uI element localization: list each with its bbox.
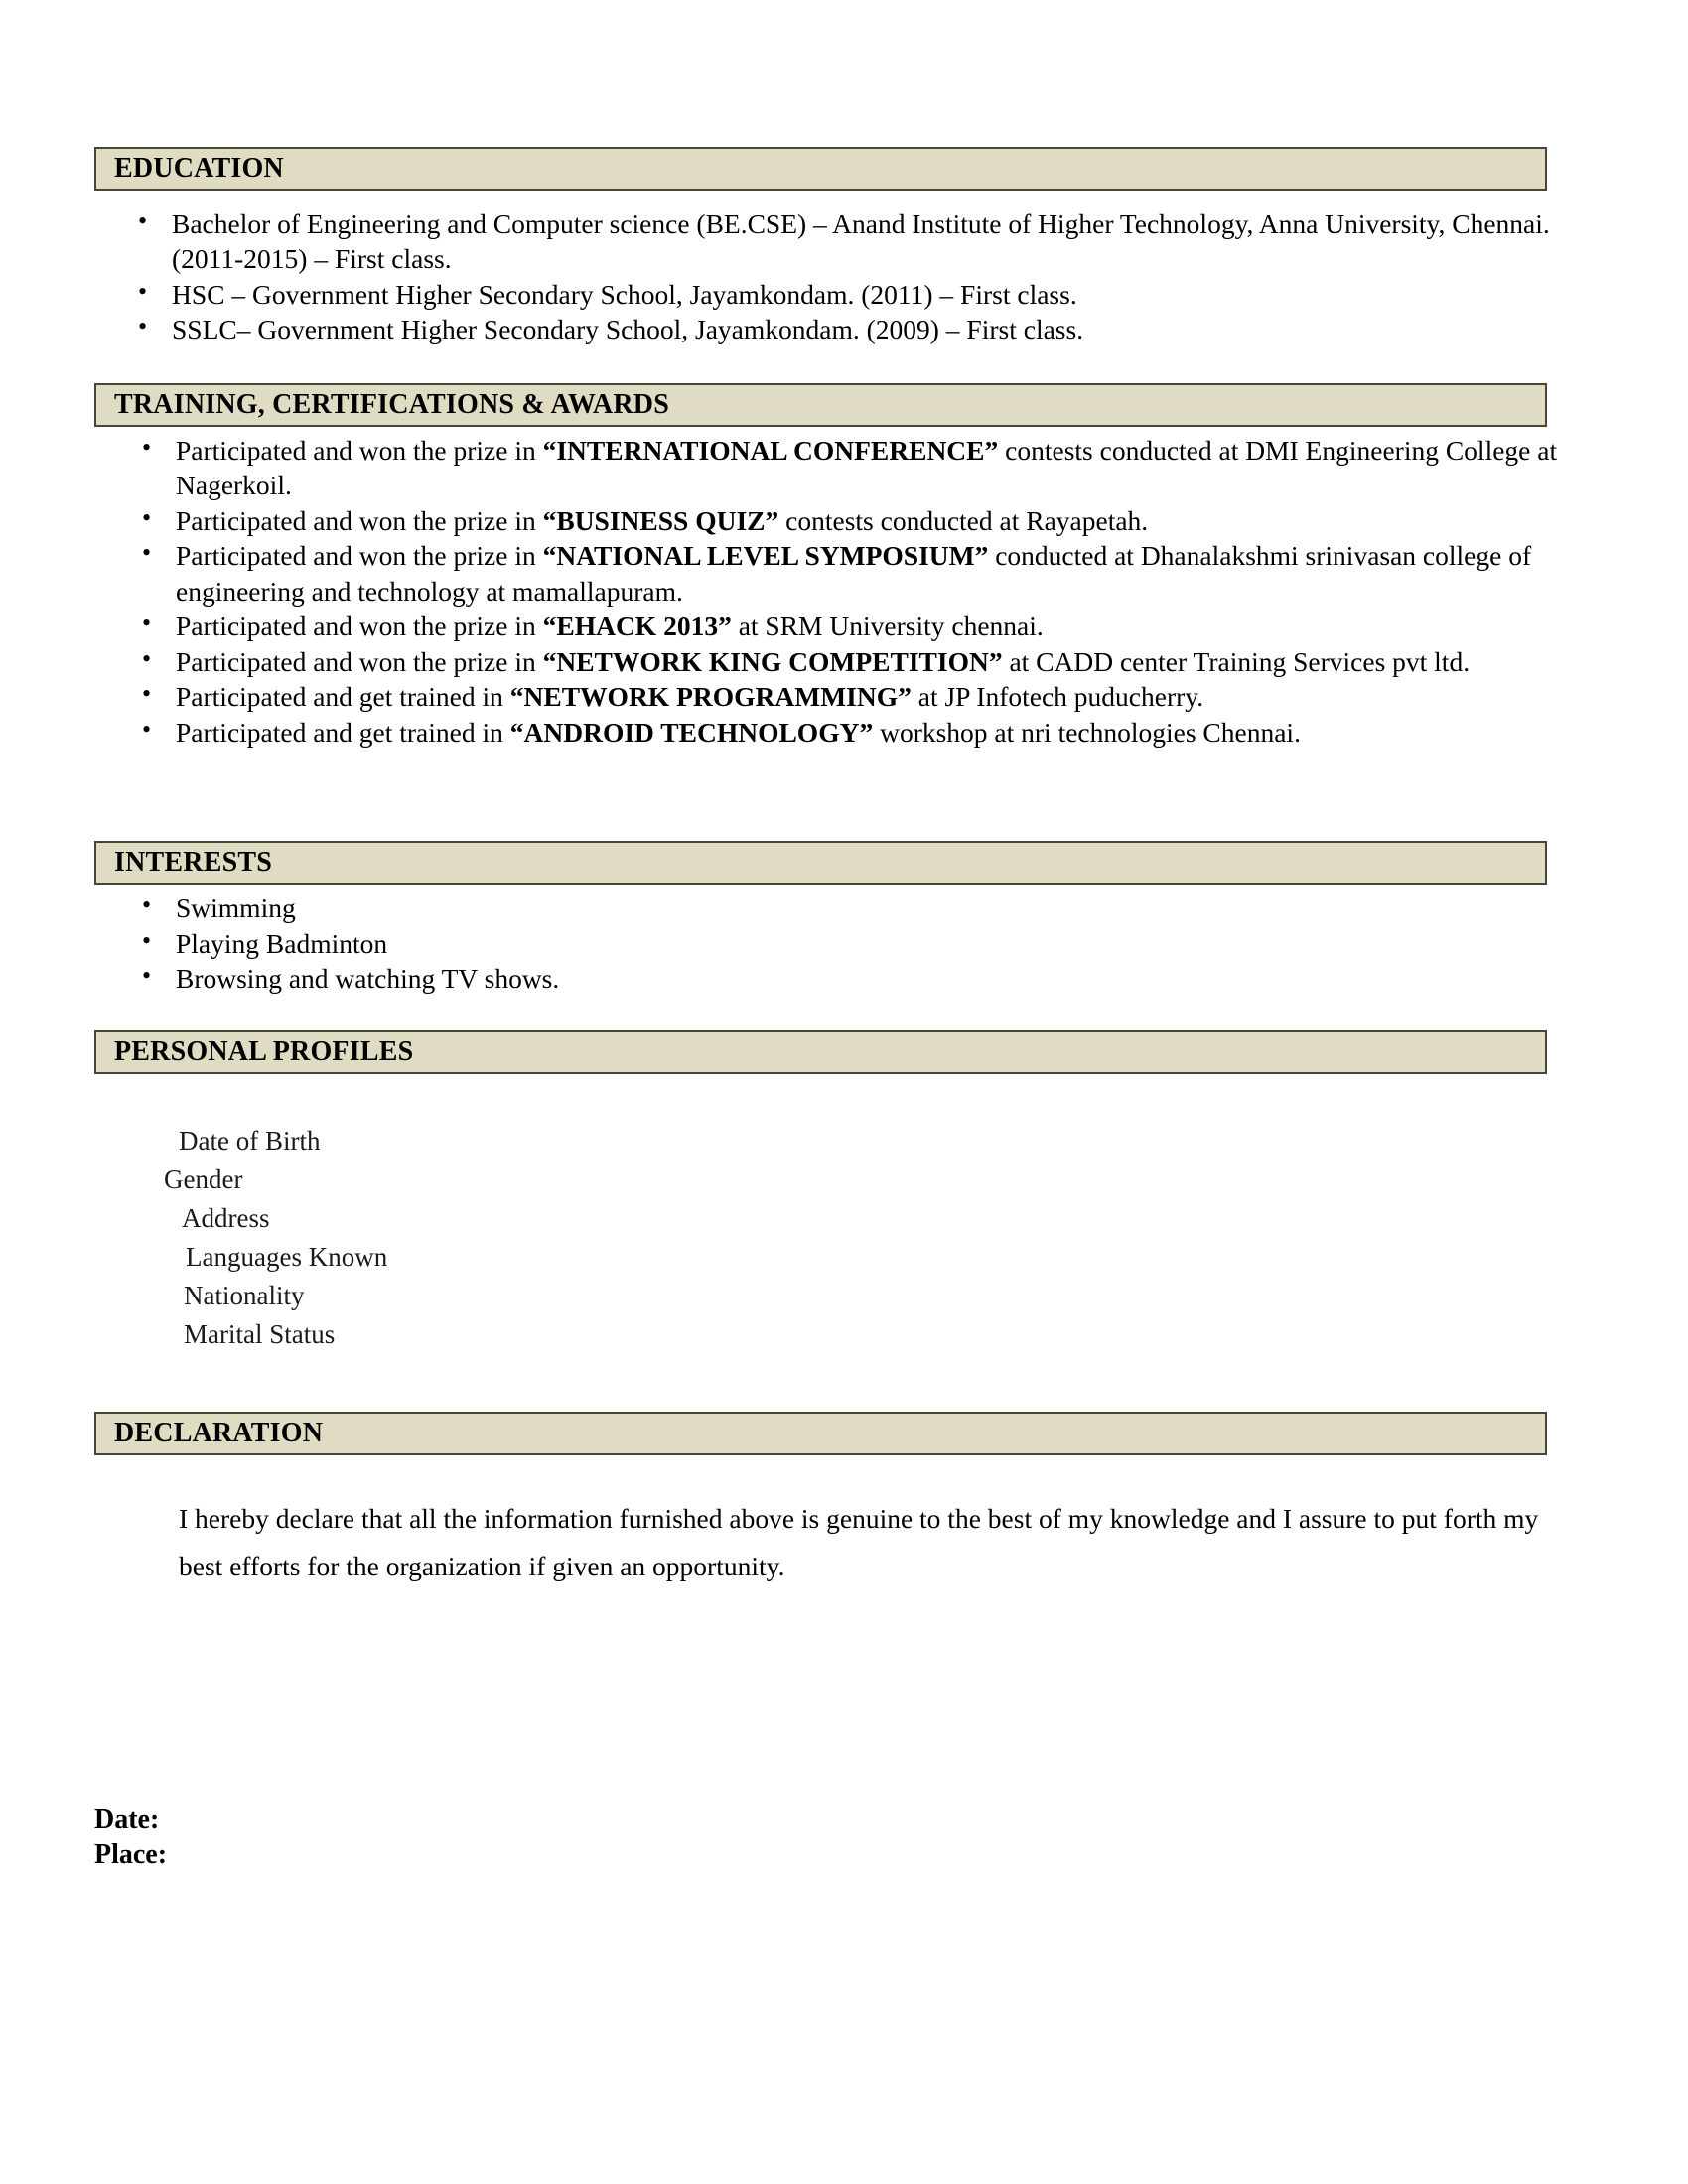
list-item bbox=[94, 609, 1594, 643]
place-label: Place: bbox=[94, 1839, 168, 1870]
training-item-suffix: at JP Infotech puducherry. bbox=[911, 681, 1204, 713]
training-item-prefix: Participated and won the prize in bbox=[176, 611, 543, 642]
section-header-declaration bbox=[94, 1412, 1547, 1455]
interests-item-text: Browsing and watching TV shows. bbox=[176, 963, 560, 995]
footer-signature-block bbox=[94, 1802, 167, 1873]
education-list bbox=[94, 206, 1594, 347]
education-item-text: Bachelor of Engineering and Computer science (BE.CSE) – Anand Institute of Higher Technology, Anna University, Chennai. (2011-2015) – First class. bbox=[172, 208, 1550, 275]
interests-list bbox=[94, 890, 1594, 996]
section-title-education: EDUCATION bbox=[114, 153, 284, 184]
training-item-highlight: “NETWORK PROGRAMMING” bbox=[509, 681, 912, 713]
list-item bbox=[94, 926, 1594, 961]
list-item bbox=[94, 433, 1594, 503]
training-item-prefix: Participated and get trained in bbox=[176, 716, 510, 748]
section-header-interests bbox=[94, 841, 1547, 885]
section-title-interests: INTERESTS bbox=[114, 847, 272, 879]
training-item-suffix: conducted at Dhanalakshmi srinivasan college of engineering and technology at mamallapuram. bbox=[176, 540, 1532, 607]
section-title-training: TRAINING, CERTIFICATIONS & AWARDS bbox=[114, 388, 669, 420]
list-item bbox=[94, 538, 1594, 609]
section-title-declaration: DECLARATION bbox=[114, 1418, 324, 1449]
training-item-prefix: Participated and won the prize in bbox=[176, 504, 543, 536]
training-item-suffix: at SRM University chennai. bbox=[731, 611, 1044, 642]
training-item-highlight: “NATIONAL LEVEL SYMPOSIUM” bbox=[542, 540, 989, 572]
training-item-highlight: “INTERNATIONAL CONFERENCE” bbox=[542, 434, 999, 466]
section-header-training bbox=[94, 383, 1547, 427]
profile-field-label: Address bbox=[182, 1202, 270, 1233]
interests-item-text: Playing Badminton bbox=[176, 927, 388, 959]
section-header-personal-profiles bbox=[94, 1030, 1547, 1074]
section-header-education bbox=[94, 147, 1547, 191]
training-item-prefix: Participated and won the prize in bbox=[176, 645, 543, 677]
training-item-prefix: Participated and get trained in bbox=[176, 681, 510, 713]
list-item bbox=[94, 503, 1594, 538]
education-item-text: SSLC– Government Higher Secondary School, Jayamkondam. (2009) – First class. bbox=[172, 314, 1084, 345]
list-item bbox=[94, 644, 1594, 679]
date-label: Date: bbox=[94, 1804, 160, 1835]
list-item bbox=[94, 312, 1594, 346]
profile-field-label: Nationality bbox=[184, 1281, 305, 1311]
training-item-prefix: Participated and won the prize in bbox=[176, 434, 543, 466]
training-item-highlight: “NETWORK KING COMPETITION” bbox=[542, 645, 1003, 677]
page-content bbox=[94, 147, 1594, 1589]
declaration-text: I hereby declare that all the information furnished above is genuine to the best of my knowledge and I assure to put forth my best efforts for the organization if given an opportunity. bbox=[179, 1503, 1539, 1581]
training-item-highlight: “BUSINESS QUIZ” bbox=[542, 504, 779, 536]
training-item-suffix: at CADD center Training Services pvt ltd. bbox=[1002, 645, 1471, 677]
profile-field-label: Languages Known bbox=[186, 1241, 388, 1272]
education-item-text: HSC – Government Higher Secondary School, Jayamkondam. (2011) – First class. bbox=[172, 278, 1077, 310]
profile-field-label: Date of Birth bbox=[179, 1125, 321, 1156]
list-item bbox=[94, 679, 1594, 714]
list-item bbox=[94, 715, 1594, 750]
list-item bbox=[94, 890, 1594, 925]
training-item-suffix: contests conducted at DMI Engineering College at Nagerkoil. bbox=[176, 434, 1558, 501]
personal-profiles-fields bbox=[94, 1122, 1594, 1355]
profile-field-label: Marital Status bbox=[184, 1319, 336, 1350]
list-item bbox=[94, 961, 1594, 996]
training-item-prefix: Participated and won the prize in bbox=[176, 540, 543, 572]
training-item-highlight: “ANDROID TECHNOLOGY” bbox=[509, 716, 874, 748]
list-item bbox=[94, 206, 1594, 277]
training-item-highlight: “EHACK 2013” bbox=[542, 611, 732, 642]
training-item-suffix: contests conducted at Rayapetah. bbox=[778, 504, 1149, 536]
interests-item-text: Swimming bbox=[176, 892, 296, 924]
section-title-personal-profiles: PERSONAL PROFILES bbox=[114, 1035, 414, 1067]
list-item bbox=[94, 277, 1594, 312]
training-item-suffix: workshop at nri technologies Chennai. bbox=[873, 716, 1301, 748]
training-list bbox=[94, 433, 1594, 750]
profile-field-label: Gender bbox=[164, 1163, 243, 1194]
